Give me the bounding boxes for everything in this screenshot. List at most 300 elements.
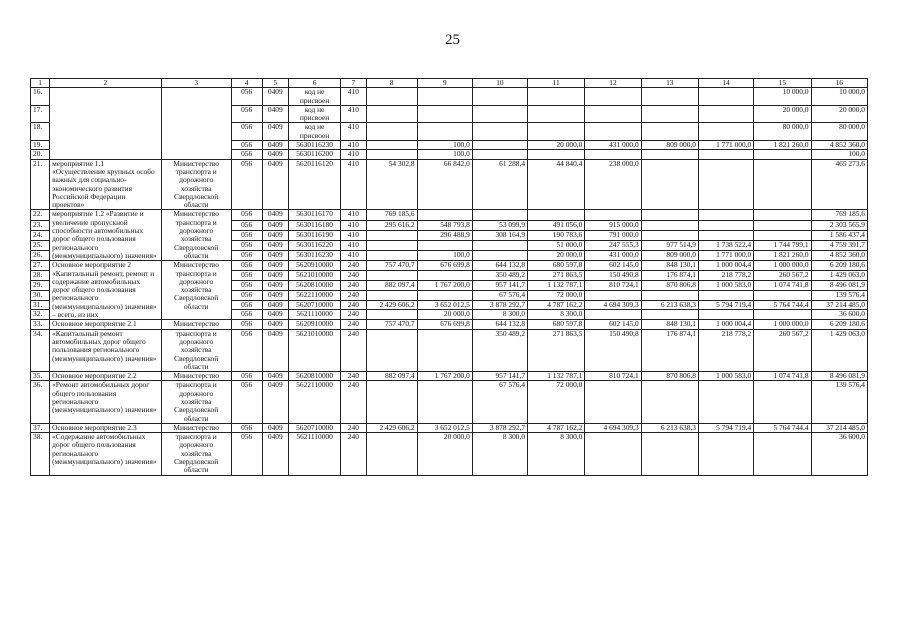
- amount-total: 6 209 180,6: [811, 320, 867, 329]
- amount-2018: 238 000,0: [585, 159, 641, 210]
- amount-2015: 3 652 012,5: [417, 300, 472, 310]
- amount-2017: 8 300,0: [528, 433, 585, 475]
- target-article-code: 5620810000: [289, 280, 341, 290]
- program-name-cell: Основное мероприятие 2 «Капитальный ремонт, ремонт и содержание автомобильных дорог общего пользования регионального (межмуниципального) значения» – всего, из них: [50, 261, 162, 320]
- column-header: 14: [698, 79, 753, 88]
- amount-2017: 1 132 787,1: [528, 372, 585, 381]
- grbs-code: 056: [231, 240, 262, 250]
- column-header: 1: [31, 79, 50, 88]
- amount-2014: 882 097,4: [366, 280, 417, 290]
- amount-2015: [417, 123, 472, 141]
- amount-2019: [641, 159, 698, 210]
- row-number: 35.: [31, 372, 50, 381]
- expense-type-code: 240: [341, 310, 366, 320]
- row-number: 28.: [31, 271, 50, 281]
- amount-2018: [585, 433, 641, 475]
- column-header: 9: [417, 79, 472, 88]
- amount-2021: 10 000,0: [754, 88, 811, 106]
- amount-2021: [754, 381, 811, 423]
- amount-2019: [641, 150, 698, 159]
- amount-total: 8 496 081,9: [811, 372, 867, 381]
- amount-2016: [472, 123, 527, 141]
- amount-total: 769 185,6: [811, 210, 867, 220]
- amount-2015: 296 488,9: [417, 230, 472, 240]
- expense-type-code: 410: [341, 240, 366, 250]
- amount-2015: 1 767 200,0: [417, 372, 472, 381]
- amount-2014: [366, 290, 417, 300]
- row-number: 31.: [31, 300, 50, 310]
- executor-cell: Министерство транспорта и дорожного хозяйства Свердловской области: [161, 210, 231, 261]
- expense-type-code: 240: [341, 300, 366, 310]
- budget-table: [30, 78, 868, 476]
- executor-cell: Министерство транспорта и дорожного хозяйства Свердловской области: [161, 159, 231, 210]
- amount-2020: [698, 310, 753, 320]
- amount-total: 139 576,4: [811, 290, 867, 300]
- amount-2018: 431 000,0: [585, 251, 641, 261]
- executor-cell: транспорта и дорожного хозяйства Свердловской области: [161, 381, 231, 423]
- row-number: 24.: [31, 230, 50, 240]
- expense-type-code: 240: [341, 372, 366, 381]
- amount-2019: [641, 88, 698, 106]
- column-header: 13: [641, 79, 698, 88]
- amount-2019: [641, 230, 698, 240]
- amount-2014: 54 302,8: [366, 159, 417, 210]
- amount-2018: 602 145,0: [585, 320, 641, 329]
- amount-2016: 67 576,4: [472, 381, 527, 423]
- amount-total: 37 214 485,0: [811, 423, 867, 432]
- amount-total: 4 759 391,7: [811, 240, 867, 250]
- page-number: 25: [445, 32, 460, 48]
- amount-2020: 1 000 583,0: [698, 372, 753, 381]
- amount-2015: [417, 240, 472, 250]
- expense-type-code: 240: [341, 381, 366, 423]
- amount-2014: [366, 150, 417, 159]
- target-article-code: 5621110000: [289, 433, 341, 475]
- expense-type-code: 240: [341, 423, 366, 432]
- amount-2018: [585, 150, 641, 159]
- grbs-code: 056: [231, 300, 262, 310]
- section-code: 0409: [262, 150, 289, 159]
- table-body: [31, 79, 868, 476]
- amount-2015: 548 793,8: [417, 220, 472, 230]
- amount-2018: 247 555,3: [585, 240, 641, 250]
- section-code: 0409: [262, 159, 289, 210]
- amount-2021: [754, 290, 811, 300]
- amount-2021: 1 000 000,0: [754, 261, 811, 271]
- grbs-code: 056: [231, 123, 262, 141]
- program-name-cell: Основное мероприятие 2.2: [50, 372, 162, 381]
- grbs-code: 056: [231, 105, 262, 123]
- row-number: 36.: [31, 381, 50, 423]
- target-article-code: 5630116220: [289, 240, 341, 250]
- section-code: 0409: [262, 381, 289, 423]
- amount-total: 6 209 180,6: [811, 261, 867, 271]
- amount-2017: 4 787 162,2: [528, 423, 585, 432]
- amount-2020: 1 000 004,4: [698, 320, 753, 329]
- section-code: 0409: [262, 290, 289, 300]
- amount-total: 1 586 437,4: [811, 230, 867, 240]
- amount-2020: 5 794 719,4: [698, 423, 753, 432]
- grbs-code: 056: [231, 280, 262, 290]
- expense-type-code: 240: [341, 280, 366, 290]
- program-name-cell: Основное мероприятие 2.1: [50, 320, 162, 329]
- amount-2019: [641, 290, 698, 300]
- grbs-code: 056: [231, 159, 262, 210]
- row-number: 33.: [31, 320, 50, 329]
- amount-2018: 431 000,0: [585, 141, 641, 150]
- amount-2014: 2 429 606,2: [366, 300, 417, 310]
- target-article-code: 5630116180: [289, 220, 341, 230]
- amount-2020: [698, 88, 753, 106]
- amount-2021: 260 567,2: [754, 271, 811, 281]
- target-article-code: 5630116200: [289, 150, 341, 159]
- grbs-code: 056: [231, 271, 262, 281]
- amount-2017: [528, 105, 585, 123]
- amount-2016: [472, 150, 527, 159]
- amount-2021: [754, 230, 811, 240]
- grbs-code: 056: [231, 251, 262, 261]
- grbs-code: 056: [231, 261, 262, 271]
- amount-2016: 308 164,9: [472, 230, 527, 240]
- section-code: 0409: [262, 423, 289, 432]
- grbs-code: 056: [231, 381, 262, 423]
- executor-cell: Министерство транспорта и дорожного хозяйства Свердловской области: [161, 261, 231, 320]
- amount-2021: 20 000,0: [754, 105, 811, 123]
- row-number: 26.: [31, 251, 50, 261]
- amount-total: 4 852 360,0: [811, 141, 867, 150]
- amount-2016: [472, 210, 527, 220]
- section-code: 0409: [262, 230, 289, 240]
- amount-2019: [641, 381, 698, 423]
- amount-2014: [366, 230, 417, 240]
- grbs-code: 056: [231, 290, 262, 300]
- table-row: [31, 329, 868, 371]
- amount-2015: 100,0: [417, 150, 472, 159]
- amount-2016: 957 141,7: [472, 280, 527, 290]
- row-number: 19.: [31, 141, 50, 150]
- header-row: [31, 79, 868, 88]
- target-article-code: 5620116120: [289, 159, 341, 210]
- amount-total: 1 429 063,0: [811, 271, 867, 281]
- program-name-cell: [50, 88, 162, 159]
- program-name-cell: Основное мероприятие 2.3: [50, 423, 162, 432]
- amount-2017: [528, 88, 585, 106]
- row-number: 22.: [31, 210, 50, 220]
- amount-2016: 350 489,2: [472, 329, 527, 371]
- amount-2017: 72 000,0: [528, 290, 585, 300]
- amount-total: 100,0: [811, 150, 867, 159]
- amount-2019: 977 514,9: [641, 240, 698, 250]
- amount-2020: [698, 159, 753, 210]
- section-code: 0409: [262, 310, 289, 320]
- amount-2019: 809 000,0: [641, 141, 698, 150]
- amount-2021: [754, 220, 811, 230]
- table-row: [31, 381, 868, 423]
- amount-2014: [366, 329, 417, 371]
- amount-2021: 1 821 260,0: [754, 251, 811, 261]
- expense-type-code: 410: [341, 150, 366, 159]
- amount-2015: 3 652 012,5: [417, 423, 472, 432]
- table-row: [31, 159, 868, 210]
- grbs-code: 056: [231, 372, 262, 381]
- grbs-code: 056: [231, 230, 262, 240]
- section-code: 0409: [262, 300, 289, 310]
- section-code: 0409: [262, 329, 289, 371]
- target-article-code: код не присвоен: [289, 88, 341, 106]
- amount-2021: 80 000,0: [754, 123, 811, 141]
- grbs-code: 056: [231, 88, 262, 106]
- amount-2018: 602 145,0: [585, 261, 641, 271]
- row-number: 25.: [31, 240, 50, 250]
- amount-2020: [698, 105, 753, 123]
- grbs-code: 056: [231, 320, 262, 329]
- amount-total: 4 852 360,0: [811, 251, 867, 261]
- amount-2016: [472, 88, 527, 106]
- column-header: 8: [366, 79, 417, 88]
- column-header: 16: [811, 79, 867, 88]
- amount-2018: 4 694 309,3: [585, 300, 641, 310]
- target-article-code: 5621010000: [289, 271, 341, 281]
- amount-2019: 176 874,1: [641, 329, 698, 371]
- amount-2017: 680 597,8: [528, 320, 585, 329]
- row-number: 23.: [31, 220, 50, 230]
- column-header: 15: [754, 79, 811, 88]
- grbs-code: 056: [231, 210, 262, 220]
- expense-type-code: 240: [341, 290, 366, 300]
- amount-2015: [417, 271, 472, 281]
- section-code: 0409: [262, 271, 289, 281]
- amount-2016: 644 132,8: [472, 320, 527, 329]
- amount-2021: [754, 433, 811, 475]
- executor-cell: Министерство: [161, 423, 231, 432]
- amount-2017: 51 000,0: [528, 240, 585, 250]
- amount-2020: 1 000 004,4: [698, 261, 753, 271]
- amount-2019: [641, 220, 698, 230]
- amount-total: 80 000,0: [811, 123, 867, 141]
- column-header: 4: [231, 79, 262, 88]
- table-row: [31, 210, 868, 220]
- amount-2015: [417, 88, 472, 106]
- section-code: 0409: [262, 280, 289, 290]
- section-code: 0409: [262, 251, 289, 261]
- amount-total: 10 000,0: [811, 88, 867, 106]
- amount-2014: [366, 271, 417, 281]
- program-name-cell: «Капитальный ремонт автомобильных дорог общего пользования регионального (межмуниципального) значения»: [50, 329, 162, 371]
- amount-2019: [641, 123, 698, 141]
- amount-2018: [585, 381, 641, 423]
- amount-2015: 100,0: [417, 141, 472, 150]
- executor-cell: [161, 88, 231, 159]
- grbs-code: 056: [231, 423, 262, 432]
- amount-2021: [754, 210, 811, 220]
- amount-2020: 218 778,2: [698, 271, 753, 281]
- amount-2018: [585, 290, 641, 300]
- amount-total: 465 273,6: [811, 159, 867, 210]
- amount-2021: [754, 159, 811, 210]
- column-header: 6: [289, 79, 341, 88]
- amount-2020: [698, 230, 753, 240]
- expense-type-code: 410: [341, 220, 366, 230]
- section-code: 0409: [262, 88, 289, 106]
- target-article-code: 5620810000: [289, 372, 341, 381]
- amount-2019: 6 213 638,3: [641, 423, 698, 432]
- row-number: 18.: [31, 123, 50, 141]
- expense-type-code: 410: [341, 230, 366, 240]
- table-row: [31, 320, 868, 329]
- amount-2020: [698, 210, 753, 220]
- amount-2021: 5 764 744,4: [754, 300, 811, 310]
- amount-2020: [698, 433, 753, 475]
- amount-2019: 809 000,0: [641, 251, 698, 261]
- grbs-code: 056: [231, 433, 262, 475]
- executor-cell: транспорта и дорожного хозяйства Свердловской области: [161, 433, 231, 475]
- amount-2014: [366, 88, 417, 106]
- amount-2019: 870 806,8: [641, 280, 698, 290]
- row-number: 34.: [31, 329, 50, 371]
- expense-type-code: 410: [341, 251, 366, 261]
- amount-2016: 3 878 292,7: [472, 423, 527, 432]
- executor-cell: Министерство: [161, 320, 231, 329]
- amount-2020: [698, 220, 753, 230]
- amount-2015: 66 842,0: [417, 159, 472, 210]
- expense-type-code: 410: [341, 141, 366, 150]
- amount-total: 36 600,0: [811, 310, 867, 320]
- target-article-code: 5630116170: [289, 210, 341, 220]
- grbs-code: 056: [231, 329, 262, 371]
- amount-2018: 150 490,8: [585, 271, 641, 281]
- column-header: 10: [472, 79, 527, 88]
- expense-type-code: 240: [341, 271, 366, 281]
- amount-2017: [528, 123, 585, 141]
- target-article-code: 5621010000: [289, 329, 341, 371]
- table-row: [31, 88, 868, 106]
- row-number: 21.: [31, 159, 50, 210]
- program-name-cell: мероприятие 1.2 «Развитие и увеличение пропускной способности автомобильных дорог общего пользования регионального (межмуниципального) значения»: [50, 210, 162, 261]
- amount-2014: [366, 251, 417, 261]
- amount-2015: [417, 329, 472, 371]
- amount-total: 2 303 565,9: [811, 220, 867, 230]
- amount-2014: 769 185,6: [366, 210, 417, 220]
- amount-2021: 1 000 000,0: [754, 320, 811, 329]
- section-code: 0409: [262, 220, 289, 230]
- amount-2020: [698, 381, 753, 423]
- amount-2021: 1 744 799,1: [754, 240, 811, 250]
- column-header: 7: [341, 79, 366, 88]
- target-article-code: 5630116230: [289, 141, 341, 150]
- target-article-code: 5620710000: [289, 423, 341, 432]
- amount-2018: 915 000,0: [585, 220, 641, 230]
- amount-2014: 757 470,7: [366, 320, 417, 329]
- amount-2017: 190 783,6: [528, 230, 585, 240]
- amount-2016: 53 099,9: [472, 220, 527, 230]
- target-article-code: код не присвоен: [289, 105, 341, 123]
- section-code: 0409: [262, 123, 289, 141]
- amount-2020: 1 771 000,0: [698, 251, 753, 261]
- amount-2015: 20 000,0: [417, 310, 472, 320]
- amount-2016: [472, 240, 527, 250]
- amount-2021: [754, 150, 811, 159]
- amount-2018: 791 000,0: [585, 230, 641, 240]
- section-code: 0409: [262, 261, 289, 271]
- amount-2017: 271 863,5: [528, 329, 585, 371]
- table-row: [31, 261, 868, 271]
- section-code: 0409: [262, 320, 289, 329]
- amount-2016: 8 300,0: [472, 433, 527, 475]
- expense-type-code: 410: [341, 123, 366, 141]
- section-code: 0409: [262, 210, 289, 220]
- amount-2018: 810 724,1: [585, 280, 641, 290]
- amount-2021: 1 821 260,0: [754, 141, 811, 150]
- amount-2015: [417, 290, 472, 300]
- expense-type-code: 410: [341, 159, 366, 210]
- target-article-code: 5621110000: [289, 310, 341, 320]
- amount-2015: [417, 105, 472, 123]
- column-header: 11: [528, 79, 585, 88]
- amount-2014: [366, 240, 417, 250]
- column-header: 5: [262, 79, 289, 88]
- amount-2019: 848 130,1: [641, 261, 698, 271]
- section-code: 0409: [262, 141, 289, 150]
- amount-2014: [366, 310, 417, 320]
- amount-2019: [641, 433, 698, 475]
- amount-2014: [366, 123, 417, 141]
- column-header: 2: [50, 79, 162, 88]
- amount-2016: 350 489,2: [472, 271, 527, 281]
- amount-2021: 5 764 744,4: [754, 423, 811, 432]
- amount-2017: [528, 210, 585, 220]
- amount-2021: [754, 310, 811, 320]
- grbs-code: 056: [231, 310, 262, 320]
- amount-total: 20 000,0: [811, 105, 867, 123]
- amount-2020: [698, 150, 753, 159]
- program-name-cell: «Ремонт автомобильных дорог общего пользования регионального (межмуниципального) значения»: [50, 381, 162, 423]
- amount-2015: 20 000,0: [417, 433, 472, 475]
- amount-total: 1 429 063,0: [811, 329, 867, 371]
- section-code: 0409: [262, 105, 289, 123]
- amount-2015: 100,0: [417, 251, 472, 261]
- row-number: 27.: [31, 261, 50, 271]
- amount-2016: 67 576,4: [472, 290, 527, 300]
- amount-2021: 1 074 741,8: [754, 372, 811, 381]
- row-number: 29.: [31, 280, 50, 290]
- amount-2017: [528, 150, 585, 159]
- amount-2019: 176 874,1: [641, 271, 698, 281]
- amount-2019: 6 213 638,3: [641, 300, 698, 310]
- amount-2018: [585, 88, 641, 106]
- amount-total: 8 496 081,9: [811, 280, 867, 290]
- program-name-cell: мероприятие 1.1 «Осуществление крупных особо важных для социально-экономического развития Российской Федерации проектов»: [50, 159, 162, 210]
- target-article-code: 5620910000: [289, 261, 341, 271]
- target-article-code: код не присвоен: [289, 123, 341, 141]
- amount-2020: 218 778,2: [698, 329, 753, 371]
- section-code: 0409: [262, 433, 289, 475]
- amount-2016: 8 300,0: [472, 310, 527, 320]
- amount-2018: 810 724,1: [585, 372, 641, 381]
- target-article-code: 5630116230: [289, 251, 341, 261]
- amount-2016: 61 288,4: [472, 159, 527, 210]
- amount-2020: 1 771 000,0: [698, 141, 753, 150]
- amount-2015: [417, 210, 472, 220]
- amount-2016: [472, 105, 527, 123]
- amount-2020: 1 738 522,4: [698, 240, 753, 250]
- amount-2019: 870 806,8: [641, 372, 698, 381]
- amount-2015: 676 699,8: [417, 320, 472, 329]
- amount-2014: [366, 433, 417, 475]
- amount-total: 37 214 485,0: [811, 300, 867, 310]
- amount-2016: 3 878 292,7: [472, 300, 527, 310]
- amount-total: 139 576,4: [811, 381, 867, 423]
- target-article-code: 5620710000: [289, 300, 341, 310]
